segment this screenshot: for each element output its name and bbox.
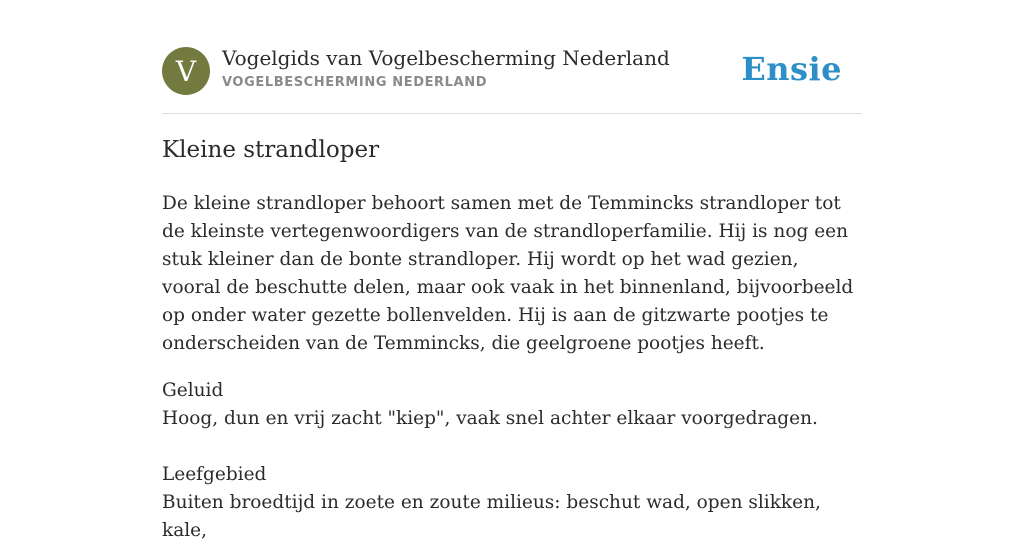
ensie-logo[interactable]: Ensie xyxy=(741,50,842,88)
source-header xyxy=(162,40,862,114)
section-heading: Geluid xyxy=(162,380,224,401)
source-subtitle: VOGELBESCHERMING NEDERLAND xyxy=(222,75,488,90)
section-text: Hoog, dun en vrij zacht "kiep", vaak snel achter elkaar voorgedragen. xyxy=(162,408,818,429)
article-title: Kleine strandloper xyxy=(162,137,380,163)
article-intro: De kleine strandloper behoort samen met de Temmincks strandloper tot de kleinste vertegenwoordigers van de strandloperfamilie. Hij is nog een stuk kleiner dan de bonte strandloper. Hij wordt op het wad gezien, vooral de beschutte delen, maar ook vaak in het binnenland, bijvoorbeeld op onder water gezette bollenvelden. Hij is aan de gitzwarte pootjes te onderscheiden van de Temmincks, die geelgroene pootjes heeft. xyxy=(162,193,854,354)
spacer xyxy=(162,433,862,461)
section-heading: Leefgebied xyxy=(162,464,267,485)
section-text: Buiten broedtijd in zoete en zoute milieus: beschut wad, open slikken, kale, xyxy=(162,492,821,541)
article-body xyxy=(162,190,862,545)
source-title-link[interactable]: Vogelgids van Vogelbescherming Nederland xyxy=(222,46,670,70)
source-avatar[interactable]: V xyxy=(162,47,210,95)
